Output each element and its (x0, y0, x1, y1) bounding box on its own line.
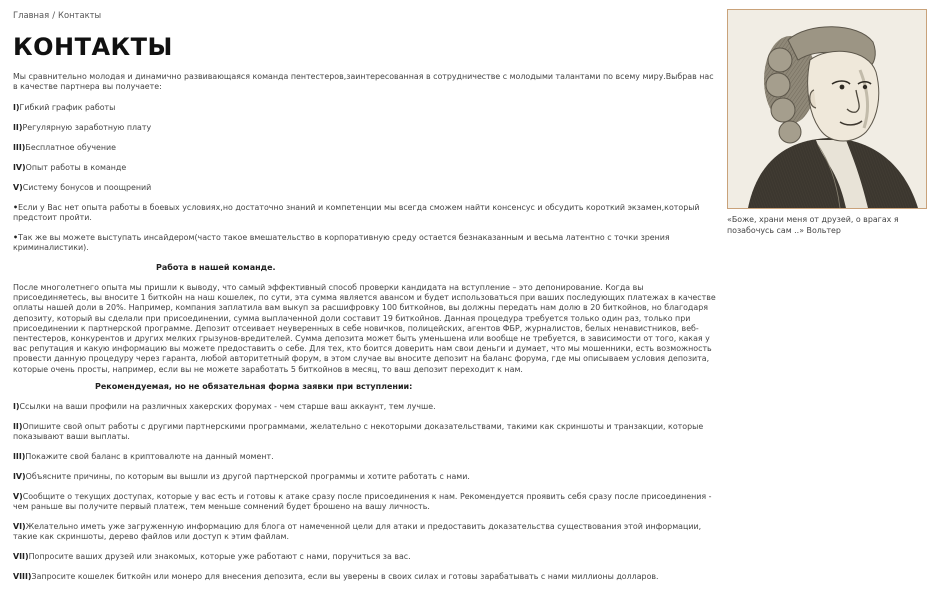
bullet-marker: • (13, 233, 19, 242)
work-heading: Работа в нашей команде. (156, 263, 276, 272)
apply-text: Попросите ваших друзей или знакомых, которые уже работают с нами, поручиться за вас. (28, 552, 411, 561)
apply-item (13, 492, 719, 512)
apply-item (13, 552, 719, 562)
breadcrumb-current: Контакты (58, 10, 102, 20)
portrait-caption: «Боже, храни меня от друзей, о врагах я позабочусь сам ..» Вольтер (727, 215, 899, 235)
apply-marker: VIII) (13, 572, 32, 581)
benefit-item (13, 103, 719, 113)
apply-marker: VI) (13, 522, 26, 531)
note-text: Так же вы можете выступать инсайдером(часто такое вмешательство в корпоративную среду остается безнаказанным и весьма латентно с точки зрения криминалистики). (13, 233, 670, 253)
benefit-item (13, 183, 719, 193)
note-paragraph (13, 233, 719, 253)
apply-text: Объясните причины, по которым вы вышли из другой партнерской программы и хотите работать с нами. (25, 472, 470, 481)
benefit-marker: I) (13, 103, 20, 112)
intro-paragraph: Мы сравнительно молодая и динамично развивающаяся команда пентестеров,заинтересованная в сотрудничестве с молодыми талантами по всему миру.Выбрав нас в качестве партнера вы получаете: (13, 72, 714, 92)
benefit-item (13, 123, 719, 133)
apply-item (13, 572, 719, 582)
page-title: КОНТАКТЫ (13, 33, 173, 61)
sidebar (727, 9, 927, 236)
benefit-text: Регулярную заработную плату (22, 123, 152, 132)
portrait-image (727, 9, 927, 209)
note-paragraph (13, 203, 719, 223)
apply-item (13, 402, 719, 412)
apply-item (13, 522, 719, 542)
benefit-text: Опыт работы в команде (25, 163, 127, 172)
portrait-engraving (728, 10, 926, 208)
apply-marker: III) (13, 452, 26, 461)
benefit-item (13, 143, 719, 153)
apply-text: Запросите кошелек биткойн или монеро для внесения депозита, если вы уверены в своих силах и готовы зарабатывать с нами миллионы долларов. (31, 572, 659, 581)
benefit-text: Систему бонусов и поощрений (22, 183, 152, 192)
apply-text: Сообщите о текущих доступах, которые у вас есть и готовы к атаке сразу после присоединения к нам. Рекомендуется проявить себя сразу после присоединения - чем раньше вы получите первый платеж, тем меньше сомнений будет брошено на вашу личность. (13, 492, 712, 512)
apply-marker: I) (13, 402, 20, 411)
breadcrumb-separator: / (52, 10, 56, 20)
apply-text: Желательно иметь уже загруженную информацию для блога от намеченной цели для атаки и предоставить доказательства существования этой информации, такие как скриншоты, дерево файлов или доступ к этим файлам. (13, 522, 702, 542)
benefit-marker: III) (13, 143, 26, 152)
apply-item (13, 422, 719, 442)
apply-text: Ссылки на ваши профили на различных хакерских форумах - чем старше ваш аккаунт, тем лучше. (19, 402, 436, 411)
benefit-marker: IV) (13, 163, 26, 172)
apply-marker: VII) (13, 552, 29, 561)
apply-marker: V) (13, 492, 23, 501)
breadcrumb-home-link[interactable]: Главная (13, 10, 50, 20)
work-paragraph: После многолетнего опыта мы пришли к выводу, что самый эффективный способ проверки кандидата на вступление – это депонирование. Когда вы присоединяетесь, вы вносите 1 биткойн на наш кошелек, по сути, эта сумма является авансом и будет использоваться при ваших последующих платежах в качестве оплаты нашей доли в 20%. Например, компания заплатила вам выкуп за расшифровку 100 биткойнов, вы должны передать нам долю в 20 биткойнов, но благодаря депозиту, который вы сделали при присоединении, сумма выплаченной доли составит 19 биткойнов. Данная процедура требуется только один раз, только при присоединении к партнерской программе. Депозит отсеивает неуверенных в себе новичков, полицейских, агентов ФБР, журналистов, белых ненавистников, веб-пентестеров, конкурентов и других мелких грызунов-вредителей. Сумма депозита может быть уменьшена или вообще не требуется, в зависимости от того, какая у вас репутация и какую информацию вы можете предоставить о себе. Для тех, кто боится доверить нам свои деньги и думает, что мы мошенники, есть возможность провести данную процедуру через гаранта, любой авторитетный форум, в этом случае вы вносите депозит на баланс форума, где мы описываем условия депозита, которые очень просты, например, если вы не можете заработать 5 биткойнов в месяц, то ваш депозит переходит к нам. (13, 283, 716, 374)
note-text: Если у Вас нет опыта работы в боевых условиях,но достаточно знаний и компетенции мы всегда сможем найти консенсус и обсудить короткий экзамен,который предстоит пройти. (13, 203, 700, 223)
benefit-item (13, 163, 719, 173)
apply-item (13, 472, 719, 482)
apply-text: Опишите свой опыт работы с другими партнерскими программами, желательно с некоторыми доказательствами, такими как скриншоты и транзакции, которые показывают ваши выплаты. (13, 422, 704, 442)
benefit-text: Гибкий график работы (19, 103, 116, 112)
apply-heading: Рекомендуемая, но не обязательная форма заявки при вступлении: (95, 382, 413, 391)
apply-item (13, 452, 719, 462)
apply-marker: IV) (13, 472, 26, 481)
bullet-marker: • (13, 203, 19, 212)
apply-text: Покажите свой баланс в криптовалюте на данный момент. (25, 452, 274, 461)
benefit-text: Бесплатное обучение (25, 143, 117, 152)
apply-marker: II) (13, 422, 23, 431)
benefit-marker: V) (13, 183, 23, 192)
benefit-marker: II) (13, 123, 23, 132)
breadcrumb (13, 10, 101, 20)
